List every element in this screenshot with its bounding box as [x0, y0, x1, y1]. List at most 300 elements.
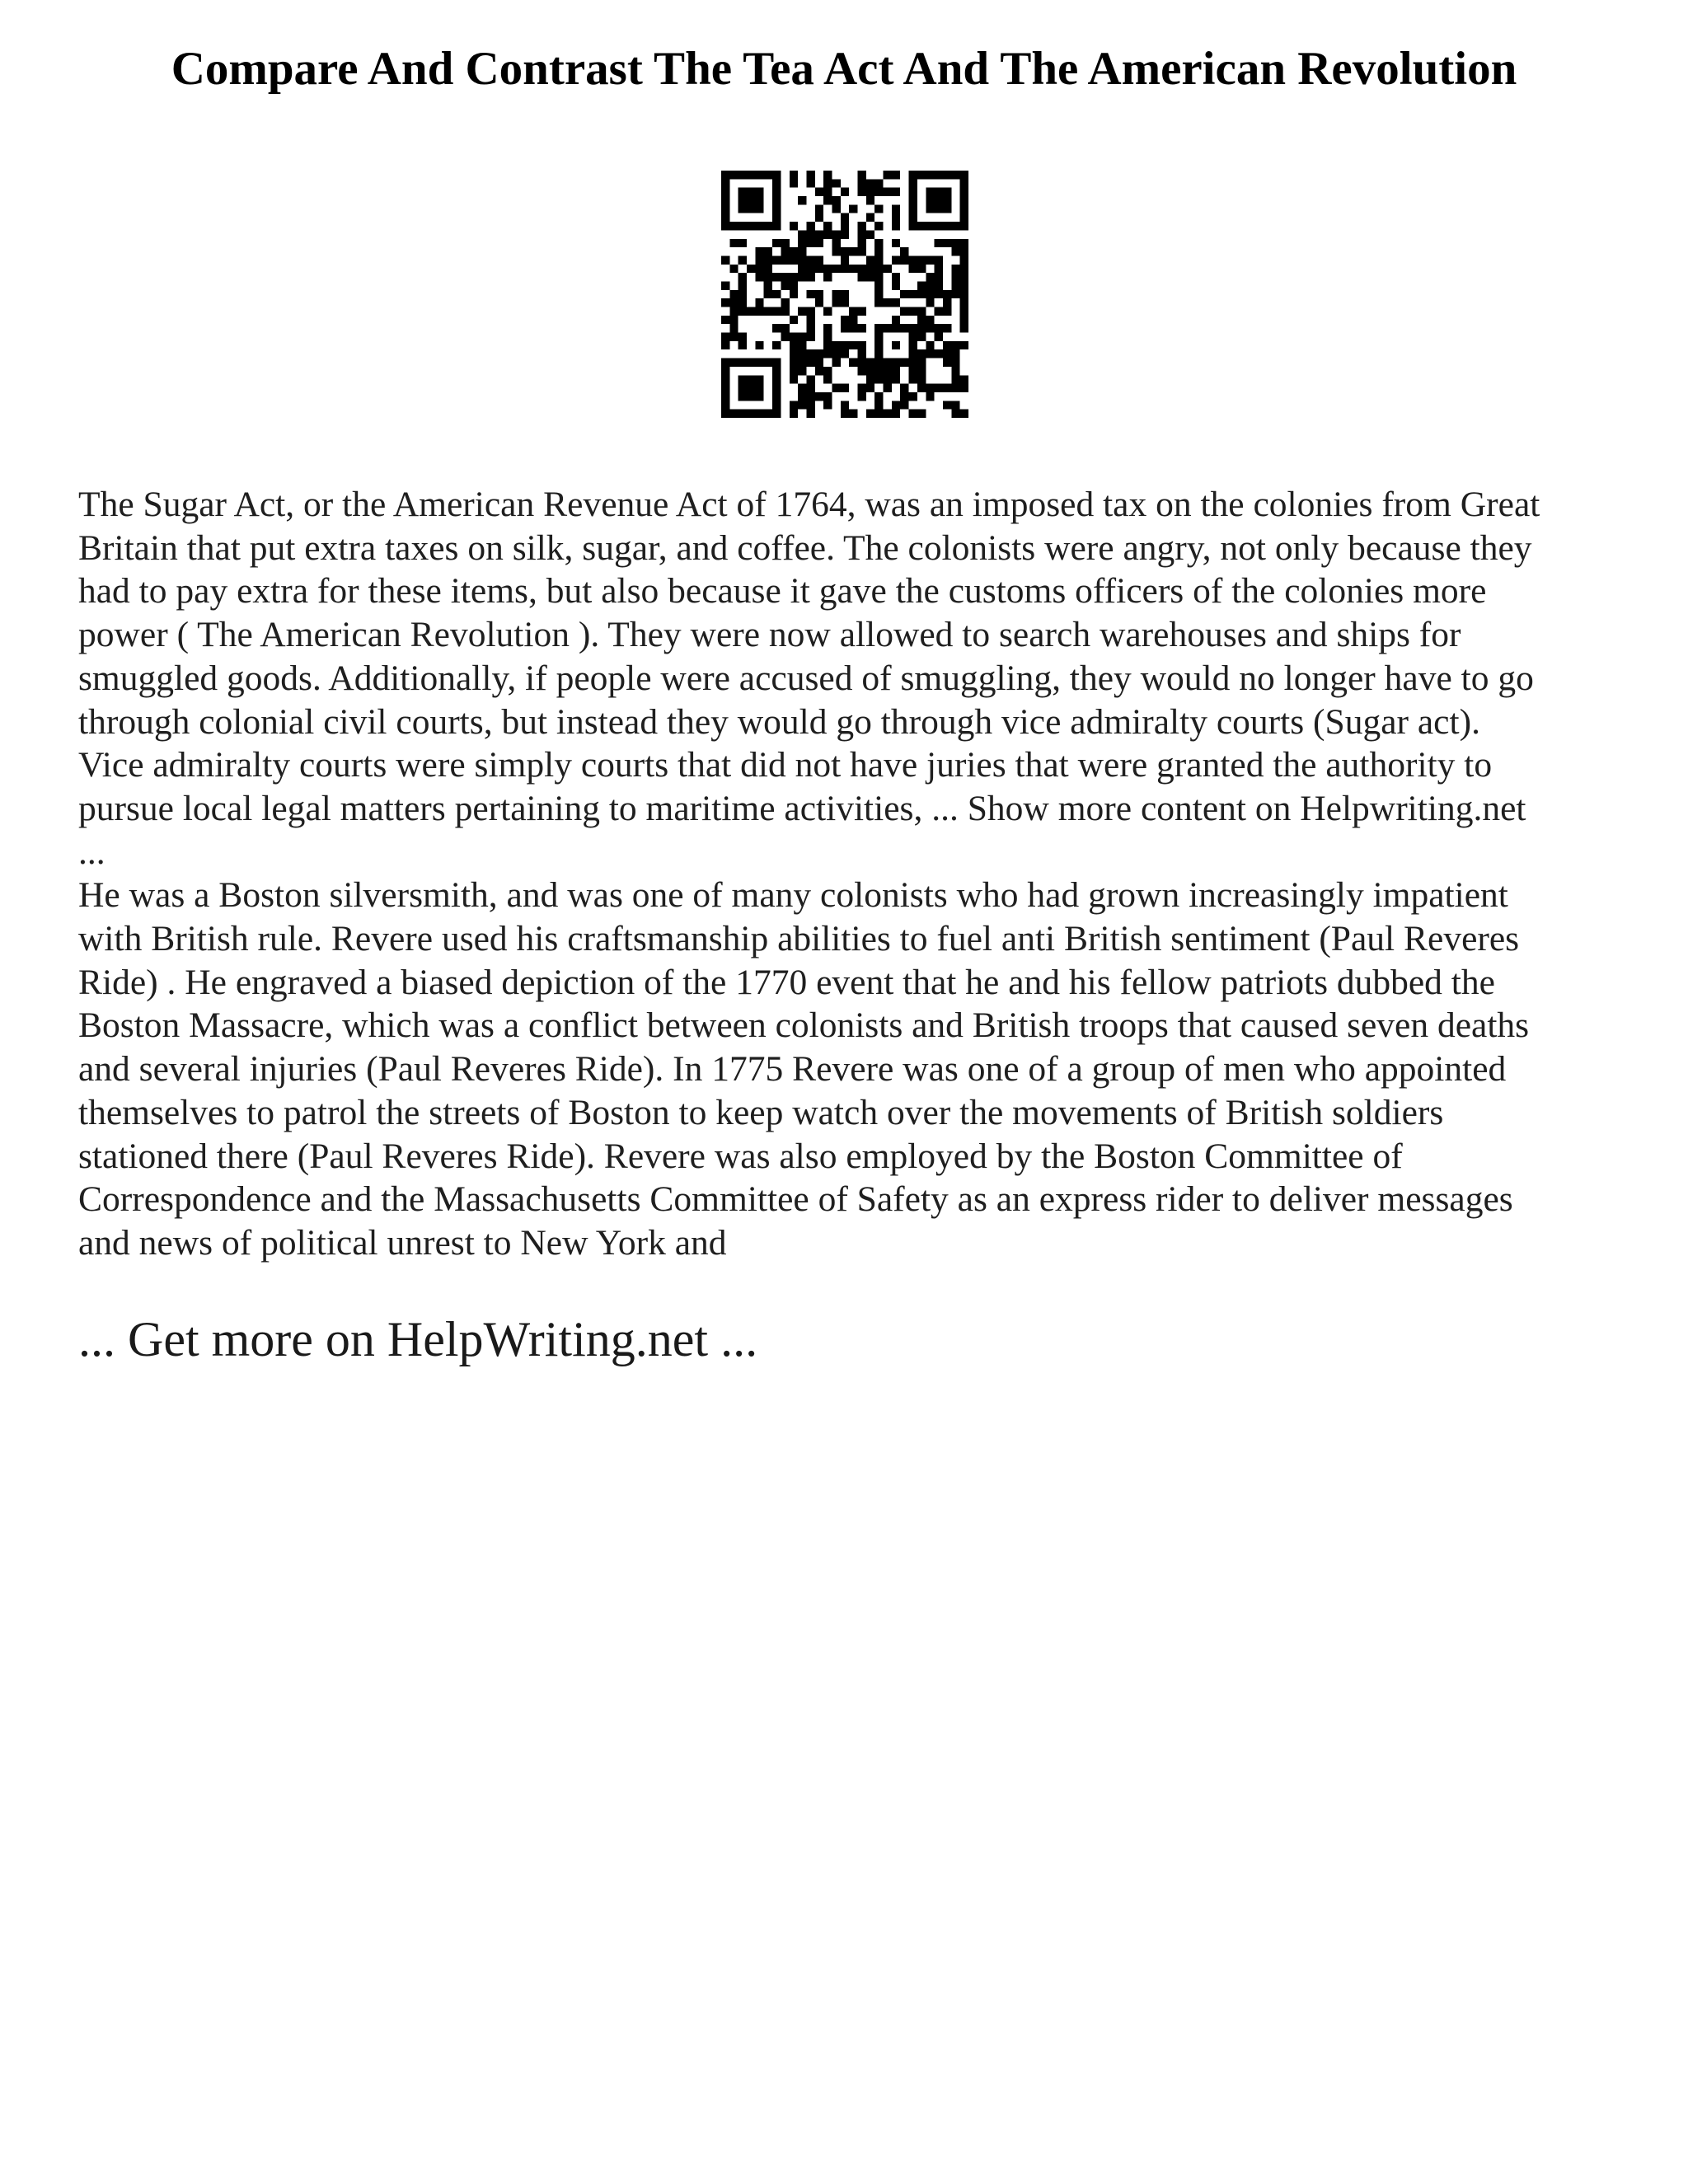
qr-module	[806, 316, 814, 324]
qr-module	[892, 171, 900, 179]
qr-module	[951, 281, 959, 289]
qr-module	[832, 265, 840, 273]
qr-module	[721, 341, 729, 349]
qr-module	[772, 410, 781, 418]
qr-module	[806, 265, 814, 273]
qr-module	[721, 401, 729, 409]
qr-module	[960, 171, 968, 179]
qr-module	[798, 341, 806, 349]
qr-module	[755, 307, 763, 316]
qr-module	[892, 239, 900, 247]
qr-module	[866, 179, 874, 187]
qr-module	[841, 401, 849, 409]
qr-module	[738, 341, 747, 349]
qr-module	[951, 247, 959, 255]
qr-module	[917, 222, 926, 230]
qr-module	[764, 247, 772, 255]
qr-module	[866, 375, 874, 383]
qr-module	[874, 341, 883, 349]
qr-module	[866, 188, 874, 196]
qr-module	[832, 349, 840, 358]
qr-module	[790, 341, 798, 349]
qr-module	[772, 392, 781, 401]
qr-module	[806, 410, 814, 418]
qr-module	[917, 324, 926, 332]
qr-module	[892, 316, 900, 324]
qr-module	[798, 247, 806, 255]
qr-module	[900, 290, 908, 298]
qr-module	[909, 349, 917, 358]
qr-module	[917, 171, 926, 179]
qr-module	[874, 179, 883, 187]
qr-module	[960, 273, 968, 281]
qr-module	[960, 341, 968, 349]
qr-module	[884, 298, 892, 307]
qr-module	[772, 239, 781, 247]
qr-module	[747, 222, 755, 230]
qr-module	[892, 273, 900, 281]
qr-module	[721, 255, 729, 264]
qr-module	[935, 307, 943, 316]
qr-module	[884, 324, 892, 332]
qr-module	[781, 333, 789, 341]
qr-module	[849, 265, 857, 273]
qr-module	[806, 401, 814, 409]
qr-module	[858, 359, 866, 367]
qr-module	[926, 324, 934, 332]
qr-module	[909, 213, 917, 222]
qr-module	[815, 298, 823, 307]
qr-module	[832, 298, 840, 307]
qr-module	[729, 333, 738, 341]
qr-module	[858, 307, 866, 316]
qr-module	[900, 324, 908, 332]
qr-module	[943, 222, 951, 230]
qr-module	[806, 375, 814, 383]
qr-module	[823, 265, 832, 273]
qr-module	[772, 384, 781, 392]
qr-module	[764, 255, 772, 264]
qr-module	[951, 384, 959, 392]
qr-module	[926, 222, 934, 230]
qr-module	[858, 384, 866, 392]
qr-module	[832, 341, 840, 349]
qr-module	[729, 410, 738, 418]
qr-module	[790, 359, 798, 367]
document-title: Compare And Contrast The Tea Act And The American Revolution	[171, 43, 1517, 95]
qr-module	[892, 213, 900, 222]
qr-module	[858, 341, 866, 349]
qr-module	[943, 171, 951, 179]
qr-module	[926, 273, 934, 281]
qr-module	[790, 255, 798, 264]
qr-module	[874, 359, 883, 367]
qr-module	[823, 273, 832, 281]
qr-module	[772, 213, 781, 222]
qr-module	[909, 307, 917, 316]
qr-module	[755, 384, 763, 392]
qr-module	[721, 384, 729, 392]
qr-module	[721, 179, 729, 187]
qr-module	[755, 196, 763, 204]
qr-module	[729, 222, 738, 230]
qr-module	[909, 196, 917, 204]
qr-module	[874, 290, 883, 298]
qr-module	[764, 290, 772, 298]
qr-module	[909, 367, 917, 375]
qr-module	[729, 290, 738, 298]
qr-module	[849, 204, 857, 213]
qr-module	[917, 384, 926, 392]
qr-module	[874, 255, 883, 264]
qr-module	[909, 171, 917, 179]
qr-module	[960, 265, 968, 273]
qr-module	[909, 333, 917, 341]
qr-module	[721, 281, 729, 289]
qr-module	[892, 324, 900, 332]
qr-module	[858, 247, 866, 255]
qr-module	[747, 359, 755, 367]
qr-module	[764, 273, 772, 281]
qr-module	[858, 392, 866, 401]
qr-module	[951, 341, 959, 349]
qr-module	[806, 239, 814, 247]
qr-module	[951, 349, 959, 358]
qr-module	[960, 188, 968, 196]
qr-module	[823, 230, 832, 238]
qr-module	[841, 384, 849, 392]
qr-module	[815, 255, 823, 264]
qr-module	[849, 324, 857, 332]
qr-module	[781, 324, 789, 332]
qr-module	[772, 222, 781, 230]
qr-module	[892, 410, 900, 418]
qr-module	[858, 179, 866, 187]
qr-module	[926, 349, 934, 358]
qr-module	[747, 171, 755, 179]
article-body	[78, 483, 1628, 1265]
qr-module	[790, 281, 798, 289]
qr-module	[738, 298, 747, 307]
qr-module	[738, 307, 747, 316]
qr-module	[755, 273, 763, 281]
qr-module	[943, 401, 951, 409]
qr-module	[790, 401, 798, 409]
qr-module	[790, 273, 798, 281]
qr-module	[917, 349, 926, 358]
qr-module	[841, 298, 849, 307]
qr-module	[841, 341, 849, 349]
qr-module	[917, 281, 926, 289]
qr-module	[764, 359, 772, 367]
qr-module	[815, 239, 823, 247]
qr-module	[892, 298, 900, 307]
qr-module	[858, 171, 866, 179]
qr-module	[721, 196, 729, 204]
qr-module	[909, 341, 917, 349]
qr-module	[951, 367, 959, 375]
qr-module	[815, 359, 823, 367]
qr-module	[815, 213, 823, 222]
qr-module	[815, 349, 823, 358]
qr-module	[764, 222, 772, 230]
qr-module	[884, 188, 892, 196]
qr-module	[781, 307, 789, 316]
qr-module	[790, 375, 798, 383]
qr-module	[926, 384, 934, 392]
qr-module	[747, 307, 755, 316]
qr-module	[960, 239, 968, 247]
qr-module	[815, 290, 823, 298]
qr-module	[909, 255, 917, 264]
qr-module	[960, 324, 968, 332]
qr-module	[729, 307, 738, 316]
qr-module	[755, 204, 763, 213]
qr-module	[874, 298, 883, 307]
qr-module	[815, 230, 823, 238]
qr-module	[772, 324, 781, 332]
qr-module	[892, 401, 900, 409]
qr-module	[738, 171, 747, 179]
qr-module	[884, 375, 892, 383]
qr-module	[798, 307, 806, 316]
qr-module	[917, 265, 926, 273]
qr-module	[943, 298, 951, 307]
qr-module	[747, 410, 755, 418]
qr-module	[790, 222, 798, 230]
qr-module	[815, 204, 823, 213]
qr-module	[755, 392, 763, 401]
qr-module	[858, 239, 866, 247]
qr-module	[832, 384, 840, 392]
qr-module	[755, 188, 763, 196]
qr-module	[841, 230, 849, 238]
qr-code-icon[interactable]	[721, 171, 968, 418]
qr-module	[951, 239, 959, 247]
qr-module	[772, 273, 781, 281]
qr-module	[917, 255, 926, 264]
qr-module	[849, 307, 857, 316]
qr-module	[755, 171, 763, 179]
paragraph-paul-revere: He was a Boston silversmith, and was one of many colonists who had grown increasingly impatient with British rule. Revere used his craftsmanship abilities to fuel anti British sentiment (Paul Reveres Ride) . He engraved a biased depiction of the 1770 event that he and his fellow patriots dubbed the Boston Massacre, which was a conflict between colonists and British troops that caused seven deaths and several injuries (Paul Reveres Ride). In 1775 Revere was one of a group of men who appointed themselves to patrol the streets of Boston to keep watch over the movements of British soldiers stationed there (Paul Reveres Ride). Revere was also employed by the Boston Committee of Correspondence and the Massachusetts Committee of Safety as an express rider to deliver messages and news of political unrest to New York and	[78, 875, 1530, 1263]
qr-module	[781, 281, 789, 289]
qr-module	[858, 273, 866, 281]
qr-module	[874, 401, 883, 409]
qr-module	[909, 359, 917, 367]
qr-module	[935, 171, 943, 179]
qr-module	[841, 316, 849, 324]
qr-module	[935, 290, 943, 298]
qr-module	[951, 273, 959, 281]
qr-module	[738, 239, 747, 247]
qr-module	[806, 222, 814, 230]
qr-module	[892, 359, 900, 367]
qr-module	[841, 349, 849, 358]
qr-module	[884, 359, 892, 367]
qr-module	[935, 273, 943, 281]
qr-module	[935, 384, 943, 392]
qr-module	[960, 281, 968, 289]
get-more-link[interactable]: ... Get more on HelpWriting.net ...	[78, 1312, 758, 1366]
qr-module	[960, 222, 968, 230]
qr-module	[755, 359, 763, 367]
qr-module	[815, 265, 823, 273]
qr-module	[755, 410, 763, 418]
qr-module	[798, 367, 806, 375]
qr-module	[738, 273, 747, 281]
qr-module	[874, 247, 883, 255]
qr-module	[798, 196, 806, 204]
qr-module	[729, 324, 738, 332]
qr-module	[772, 359, 781, 367]
qr-module	[943, 196, 951, 204]
qr-module	[841, 265, 849, 273]
qr-module	[738, 392, 747, 401]
qr-module	[960, 307, 968, 316]
qr-module	[960, 375, 968, 383]
qr-module	[790, 247, 798, 255]
qr-module	[747, 204, 755, 213]
qr-module	[858, 230, 866, 238]
qr-module	[909, 188, 917, 196]
qr-module	[747, 375, 755, 383]
qr-module	[926, 281, 934, 289]
qr-module	[960, 316, 968, 324]
qr-module	[823, 324, 832, 332]
qr-module	[806, 273, 814, 281]
qr-module	[866, 213, 874, 222]
qr-module	[806, 255, 814, 264]
qr-module	[892, 367, 900, 375]
qr-module	[866, 359, 874, 367]
qr-module	[738, 410, 747, 418]
qr-module	[849, 410, 857, 418]
qr-module	[815, 392, 823, 401]
qr-module	[892, 341, 900, 349]
qr-module	[943, 384, 951, 392]
qr-module	[721, 375, 729, 383]
qr-module	[790, 316, 798, 324]
qr-module	[892, 281, 900, 289]
qr-module	[738, 333, 747, 341]
qr-module	[900, 401, 908, 409]
qr-module	[849, 247, 857, 255]
qr-module	[884, 410, 892, 418]
qr-module	[764, 281, 772, 289]
qr-module	[960, 410, 968, 418]
qr-module	[823, 171, 832, 179]
qr-module	[909, 179, 917, 187]
qr-module	[790, 171, 798, 179]
qr-module	[755, 341, 763, 349]
qr-module	[738, 384, 747, 392]
qr-module	[798, 255, 806, 264]
qr-module	[790, 410, 798, 418]
qr-module	[960, 204, 968, 213]
qr-module	[960, 179, 968, 187]
qr-module	[892, 255, 900, 264]
qr-module	[841, 324, 849, 332]
qr-module	[943, 359, 951, 367]
qr-module	[823, 401, 832, 409]
qr-module	[900, 384, 908, 392]
qr-module	[798, 273, 806, 281]
qr-module	[917, 375, 926, 383]
qr-module	[943, 290, 951, 298]
qr-module	[909, 222, 917, 230]
qr-module	[806, 307, 814, 316]
qr-module	[755, 247, 763, 255]
qr-module	[892, 375, 900, 383]
qr-module	[798, 392, 806, 401]
qr-module	[738, 290, 747, 298]
qr-module	[806, 333, 814, 341]
qr-module	[841, 255, 849, 264]
qr-module	[909, 375, 917, 383]
qr-module	[900, 359, 908, 367]
qr-module	[909, 265, 917, 273]
qr-module	[755, 222, 763, 230]
qr-module	[738, 188, 747, 196]
qr-module	[738, 375, 747, 383]
qr-module	[874, 188, 883, 196]
qr-module	[951, 375, 959, 383]
qr-module	[823, 222, 832, 230]
qr-module	[764, 410, 772, 418]
qr-module	[755, 298, 763, 307]
qr-module	[772, 171, 781, 179]
qr-module	[874, 333, 883, 341]
qr-module	[738, 255, 747, 264]
qr-module	[917, 410, 926, 418]
qr-module	[832, 196, 840, 204]
qr-module	[781, 239, 789, 247]
qr-module	[909, 410, 917, 418]
qr-module	[798, 239, 806, 247]
qr-module	[960, 255, 968, 264]
qr-module	[892, 204, 900, 213]
qr-module	[798, 265, 806, 273]
qr-module	[900, 307, 908, 316]
qr-module	[960, 213, 968, 222]
qr-module	[841, 290, 849, 298]
qr-module	[935, 324, 943, 332]
qr-module	[960, 384, 968, 392]
qr-module	[951, 401, 959, 409]
qr-module	[772, 204, 781, 213]
qr-module	[832, 247, 840, 255]
qr-module	[738, 359, 747, 367]
qr-module	[943, 341, 951, 349]
qr-module	[874, 375, 883, 383]
qr-module	[866, 367, 874, 375]
qr-module	[738, 222, 747, 230]
qr-module	[943, 239, 951, 247]
qr-module	[943, 307, 951, 316]
qr-module	[874, 392, 883, 401]
qr-module	[772, 290, 781, 298]
qr-module	[798, 230, 806, 238]
qr-module	[935, 255, 943, 264]
qr-module	[866, 255, 874, 264]
qr-module	[960, 298, 968, 307]
qr-module	[909, 290, 917, 298]
qr-module	[841, 410, 849, 418]
qr-module	[806, 171, 814, 179]
qr-module	[772, 188, 781, 196]
qr-module	[866, 230, 874, 238]
qr-module	[721, 410, 729, 418]
